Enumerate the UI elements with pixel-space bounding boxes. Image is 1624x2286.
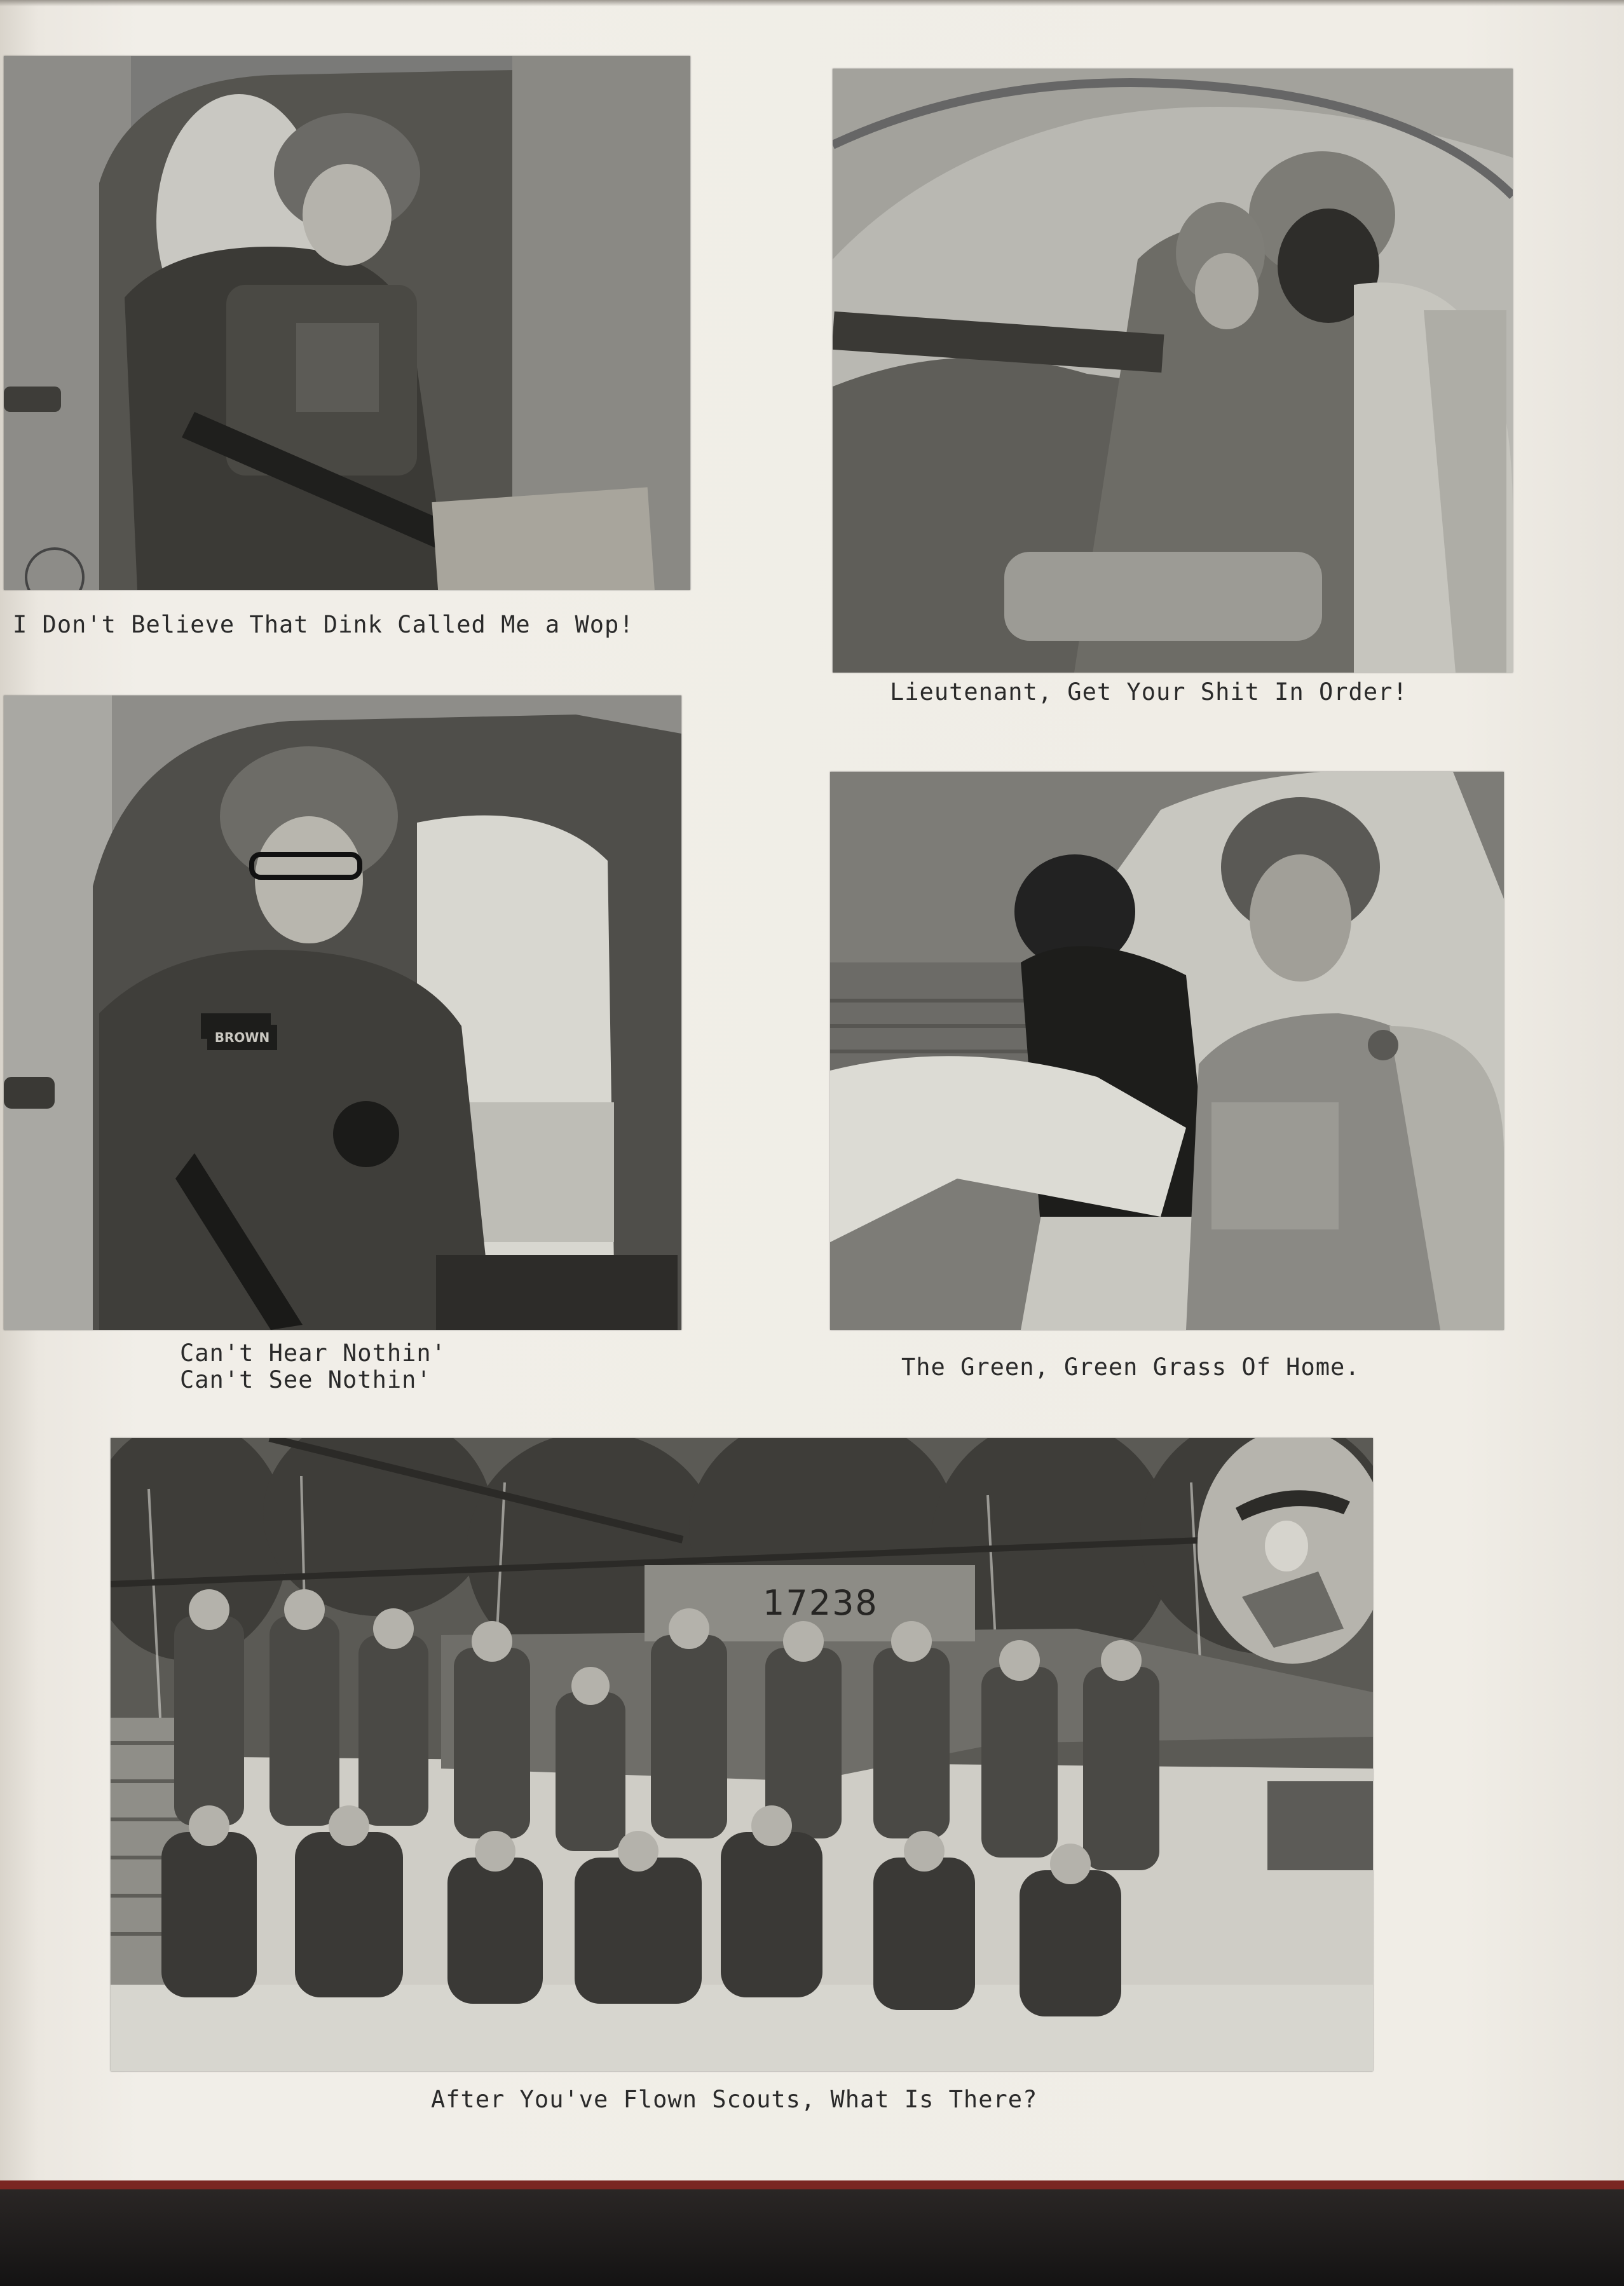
photo-pilot-in-cockpit xyxy=(830,772,1504,1330)
page-top-shadow xyxy=(0,0,1624,6)
book-binding-edge xyxy=(0,2180,1624,2189)
caption-photo3-line2: Can't See Nothin' xyxy=(180,1366,432,1393)
photo-gunner-machine-gun xyxy=(4,56,690,590)
book-binding-background xyxy=(0,2189,1624,2286)
caption-photo2: Lieutenant, Get Your Shit In Order! xyxy=(890,678,1408,706)
name-tape: BROWN xyxy=(207,1025,277,1050)
caption-photo1: I Don't Believe That Dink Called Me a Wop! xyxy=(13,611,634,638)
helicopter-tail-number: 17238 xyxy=(763,1583,878,1623)
photo-crewman-with-glasses xyxy=(4,695,681,1330)
photo-group-scouts xyxy=(111,1438,1373,2071)
caption-group-photo: After You've Flown Scouts, What Is There? xyxy=(431,2086,1038,2113)
photo-crew-with-rifle xyxy=(833,69,1513,673)
caption-photo4: The Green, Green Grass Of Home. xyxy=(901,1353,1360,1381)
caption-photo3-line1: Can't Hear Nothin' xyxy=(180,1339,446,1367)
